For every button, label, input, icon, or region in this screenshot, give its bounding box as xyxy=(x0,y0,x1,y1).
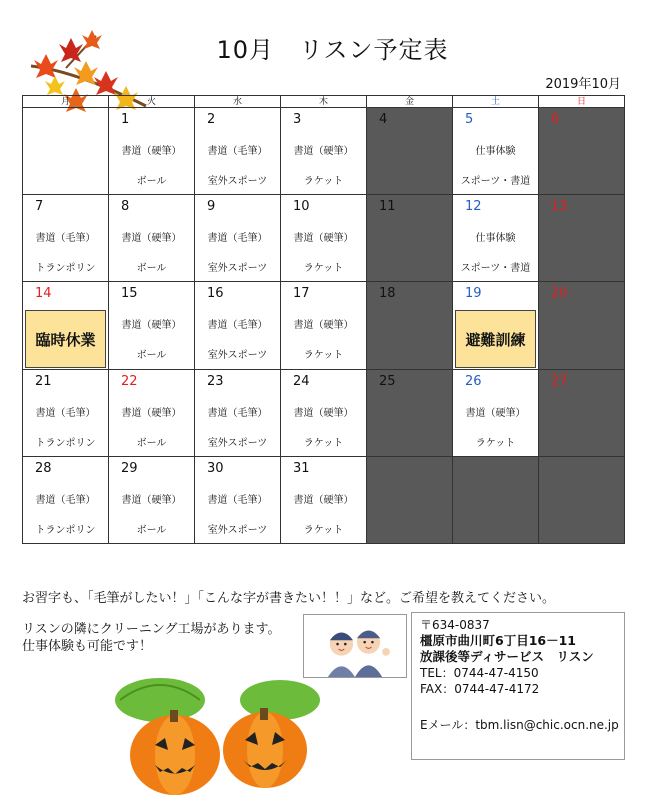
calendar-day-cell xyxy=(281,282,367,369)
day-number: 10 xyxy=(293,199,310,215)
calendar-day-cell xyxy=(195,456,281,543)
calendar-day-cell xyxy=(109,456,195,543)
activity-2: トランポリン xyxy=(35,437,96,449)
calendar-day-cell xyxy=(195,195,281,282)
weekday-thu: 木 xyxy=(281,96,367,108)
day-number: 31 xyxy=(293,460,310,476)
calendar-day-cell xyxy=(281,108,367,195)
activity-2: ボール xyxy=(136,176,167,187)
day-number: 12 xyxy=(465,199,482,215)
calendar-day-cell xyxy=(367,456,453,543)
calendar-day-cell xyxy=(23,369,109,456)
weekday-sun: 日 xyxy=(539,96,625,108)
calendar-day-cell xyxy=(195,108,281,195)
activity-1: 書道（毛筆） xyxy=(35,233,96,245)
activity-1: 書道（毛筆） xyxy=(207,146,268,157)
calendar-day-cell xyxy=(109,282,195,369)
calendar-day-cell xyxy=(23,456,109,543)
activity-1: 書道（毛筆） xyxy=(207,407,268,419)
activity-2: ボール xyxy=(136,263,167,275)
calendar-day-cell xyxy=(539,195,625,282)
activity-2: ラケット xyxy=(303,176,344,187)
activity-1: 書道（硬筆） xyxy=(121,407,182,419)
calendar-day-cell xyxy=(195,282,281,369)
day-number: 5 xyxy=(465,112,474,127)
activity-2: ラケット xyxy=(475,437,516,449)
calendar-week-row xyxy=(23,456,625,543)
calendar-day-cell xyxy=(367,282,453,369)
activity-2: 室外スポーツ xyxy=(207,524,268,536)
day-number: 29 xyxy=(121,460,138,476)
activity-2: ボール xyxy=(136,524,167,536)
day-number: 17 xyxy=(293,286,310,302)
day-number: 28 xyxy=(35,460,52,476)
calendar-day-cell xyxy=(23,282,109,369)
calendar-day-cell xyxy=(367,108,453,195)
activity-1: 書道（毛筆） xyxy=(207,494,268,506)
calendar-day-cell xyxy=(109,108,195,195)
calendar-day-cell xyxy=(453,456,539,543)
calendar-day-cell xyxy=(453,108,539,195)
calendar-day-cell xyxy=(281,456,367,543)
day-number: 20 xyxy=(551,286,568,302)
activity-2: 室外スポーツ xyxy=(207,437,268,449)
activity-1: 書道（硬筆） xyxy=(293,320,354,332)
activity-1: 書道（毛筆） xyxy=(35,407,96,419)
calendar-day-cell xyxy=(539,456,625,543)
calendar-day-cell xyxy=(539,369,625,456)
note-text xyxy=(22,621,280,655)
special-event-label: 臨時休業 xyxy=(25,310,106,368)
calendar-day-cell xyxy=(23,195,109,282)
fax: FAX：0744-47-4172 xyxy=(420,682,540,696)
calendar-week-row xyxy=(23,369,625,456)
activity-1: 書道（硬筆） xyxy=(293,233,354,245)
activity-1: 書道（毛筆） xyxy=(207,233,268,245)
weekday-mon: 月 xyxy=(23,96,109,108)
day-number: 27 xyxy=(551,373,568,389)
calendar-day-cell xyxy=(23,108,109,195)
activity-2: スポーツ・書道 xyxy=(460,176,531,187)
calendar-day-cell xyxy=(539,108,625,195)
day-number: 16 xyxy=(207,286,224,302)
activity-1: 仕事体験 xyxy=(475,146,516,157)
weekday-tue: 火 xyxy=(109,96,195,108)
day-number: 26 xyxy=(465,373,482,389)
email: Eメール：tbm.lisn@chic.ocn.ne.jp xyxy=(420,718,619,732)
weekday-sat: 土 xyxy=(453,96,539,108)
calendar-day-cell xyxy=(109,195,195,282)
note-line-2: 仕事体験も可能です！ xyxy=(22,639,153,654)
page-title: 10月 リスン予定表 xyxy=(216,36,449,64)
calendar-day-cell xyxy=(453,369,539,456)
weekday-header-row xyxy=(23,96,625,108)
calendar-week-row xyxy=(23,108,625,195)
day-number: 30 xyxy=(207,460,224,476)
day-number: 21 xyxy=(35,373,52,389)
calendar-day-cell xyxy=(453,282,539,369)
tel: TEL：0744-47-4150 xyxy=(420,666,539,680)
activity-2: トランポリン xyxy=(35,263,96,275)
day-number: 15 xyxy=(121,286,138,302)
activity-2: 室外スポーツ xyxy=(207,350,268,362)
activity-2: ボール xyxy=(136,350,167,362)
day-number: 13 xyxy=(551,199,568,215)
activity-2: スポーツ・書道 xyxy=(460,263,531,275)
calendar-day-cell xyxy=(367,195,453,282)
contact-box xyxy=(411,612,625,760)
year-month-label: 2019年10月 xyxy=(545,77,621,92)
calendar-table xyxy=(22,95,625,544)
weekday-wed: 水 xyxy=(195,96,281,108)
day-number: 19 xyxy=(465,286,482,302)
weekday-fri: 金 xyxy=(367,96,453,108)
day-number: 1 xyxy=(121,112,130,127)
day-number: 11 xyxy=(379,199,396,215)
activity-1: 書道（硬筆） xyxy=(121,233,182,245)
activity-1: 書道（硬筆） xyxy=(293,146,354,157)
activity-1: 書道（毛筆） xyxy=(207,320,268,332)
activity-2: ラケット xyxy=(303,437,344,449)
address: 橿原市曲川町6丁目16－11 xyxy=(420,633,576,648)
day-number: 18 xyxy=(379,286,396,302)
special-event-label: 避難訓練 xyxy=(455,310,536,368)
activity-1: 書道（硬筆） xyxy=(121,146,182,157)
calendar-day-cell xyxy=(539,282,625,369)
activity-2: ラケット xyxy=(303,350,344,362)
calendar-day-cell xyxy=(195,369,281,456)
day-number: 14 xyxy=(35,286,52,302)
day-number: 3 xyxy=(293,112,302,127)
day-number: 24 xyxy=(293,373,310,389)
calendar-day-cell xyxy=(453,195,539,282)
calendar-week-row xyxy=(23,195,625,282)
calendar-week-row xyxy=(23,282,625,369)
day-number: 4 xyxy=(379,112,388,127)
day-number: 22 xyxy=(121,373,138,389)
activity-1: 書道（毛筆） xyxy=(35,494,96,506)
postal-code: 〒634-0837 xyxy=(420,618,490,632)
activity-1: 書道（硬筆） xyxy=(293,407,354,419)
activity-2: ラケット xyxy=(303,263,344,275)
calendar-day-cell xyxy=(281,195,367,282)
facility-name: 放課後等ディサービス リスン xyxy=(420,649,594,664)
day-number: 9 xyxy=(207,199,216,215)
calendar-day-cell xyxy=(109,369,195,456)
activity-2: 室外スポーツ xyxy=(207,176,268,187)
day-number: 7 xyxy=(35,199,44,215)
activity-2: ラケット xyxy=(303,524,344,536)
activity-1: 書道（硬筆） xyxy=(121,494,182,506)
day-number: 6 xyxy=(551,112,560,127)
day-number: 2 xyxy=(207,112,216,127)
activity-1: 書道（硬筆） xyxy=(121,320,182,332)
day-number: 25 xyxy=(379,373,396,389)
calendar-day-cell xyxy=(367,369,453,456)
activity-1: 書道（硬筆） xyxy=(293,494,354,506)
day-number: 23 xyxy=(207,373,224,389)
calendar-day-cell xyxy=(281,369,367,456)
activity-2: 室外スポーツ xyxy=(207,263,268,275)
activity-2: ボール xyxy=(136,437,167,449)
activity-1: 仕事体験 xyxy=(475,233,516,245)
activity-1: 書道（硬筆） xyxy=(465,407,526,419)
pumpkin-illustration xyxy=(100,660,340,800)
request-message: お習字も、「毛筆がしたい！」「こんな字が書きたい！！」など。ご希望を教えてください。 xyxy=(22,591,556,606)
day-number: 8 xyxy=(121,199,130,215)
activity-2: トランポリン xyxy=(35,524,96,536)
note-line-1: リスンの隣にクリーニング工場があります。 xyxy=(22,622,281,637)
